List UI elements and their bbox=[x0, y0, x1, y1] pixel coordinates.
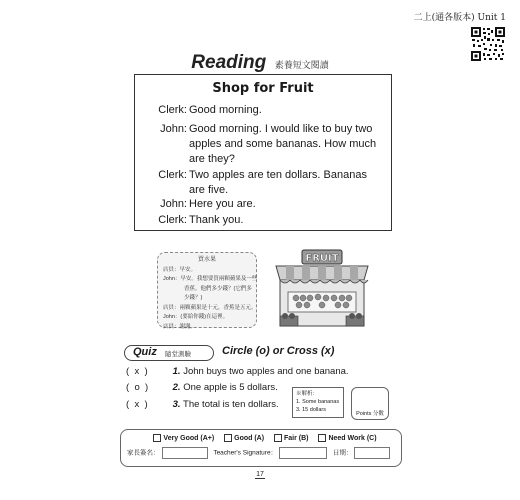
dialogue-text: Two apples are ten dollars. Bananas are five. bbox=[189, 169, 367, 196]
answer-mark: x bbox=[134, 399, 140, 410]
speaker: Clerk: bbox=[158, 214, 187, 226]
rating-checkbox[interactable] bbox=[274, 434, 282, 442]
quiz-label bbox=[124, 345, 214, 361]
speaker: John: bbox=[160, 123, 187, 135]
answer-mark: x bbox=[134, 366, 140, 377]
quiz-item bbox=[126, 399, 279, 410]
answer-slot[interactable]: ( o ) bbox=[126, 382, 149, 393]
date-label: 日期： bbox=[332, 449, 353, 457]
dialogue-text: Good morning. bbox=[189, 104, 262, 116]
rating-option: Need Work (C) bbox=[328, 434, 377, 442]
quiz-item bbox=[126, 382, 278, 393]
story-title: Shop for Fruit bbox=[212, 81, 314, 96]
quiz-item bbox=[126, 366, 349, 377]
rating-checkbox[interactable] bbox=[318, 434, 326, 442]
question-number: 2. bbox=[172, 382, 181, 393]
translation-line: John：(要給你錢)在這裡。 bbox=[163, 314, 229, 320]
teacher-signature-field[interactable] bbox=[279, 447, 327, 459]
quiz-word: Quiz bbox=[133, 346, 157, 358]
translation-line: John：早安。我想要買兩顆蘋果及一些 bbox=[163, 276, 258, 282]
teacher-signature-label: Teacher's Signature： bbox=[213, 449, 278, 457]
story-box bbox=[134, 74, 392, 231]
quiz-instruction: Circle (o) or Cross (x) bbox=[222, 345, 335, 357]
fruit-shop-illustration bbox=[272, 246, 372, 330]
question-text: One apple is 5 dollars. bbox=[183, 382, 278, 393]
rating-checkbox[interactable] bbox=[224, 434, 232, 442]
hint-title: ※解析： bbox=[296, 391, 319, 397]
answer-slot[interactable]: ( x ) bbox=[126, 366, 148, 377]
rating-option: Fair (B) bbox=[284, 434, 309, 442]
question-text: John buys two apples and one banana. bbox=[183, 366, 349, 377]
question-text: The total is ten dollars. bbox=[183, 399, 279, 410]
rating-options bbox=[121, 434, 401, 442]
answer-hint-box bbox=[292, 387, 344, 418]
parent-signature-field[interactable] bbox=[162, 447, 208, 459]
rating-checkbox[interactable] bbox=[153, 434, 161, 442]
translation-line: 香蕉。他們多少錢？(它們多 bbox=[184, 285, 252, 292]
unit-label: 二上(通各版本) Unit 1 bbox=[413, 13, 506, 23]
speaker: John: bbox=[160, 198, 187, 210]
rating-box bbox=[120, 429, 402, 467]
page-number-text: 17 bbox=[256, 471, 264, 478]
speaker: Clerk: bbox=[158, 169, 187, 181]
translation-line: 少錢？) bbox=[184, 295, 203, 301]
section-title bbox=[0, 52, 520, 74]
translation-line: 店員：兩顆蘋果是十元，香蕉是五元。 bbox=[163, 304, 257, 311]
hint-line: 3. 15 dollars bbox=[296, 407, 326, 413]
quiz-subtitle: 隨堂測驗 bbox=[165, 351, 191, 358]
dialogue-text: Good morning. I would like to buy two apples and some bananas. How much are they? bbox=[189, 123, 377, 165]
dialogue-text: Thank you. bbox=[189, 214, 244, 226]
translation-box bbox=[157, 252, 257, 328]
translation-line: 店員：謝謝。 bbox=[163, 323, 197, 330]
question-number: 3. bbox=[172, 399, 181, 410]
translation-title: 買水果 bbox=[197, 257, 216, 263]
question-number: 1. bbox=[172, 366, 181, 377]
hint-line: 1. Some bananas bbox=[296, 399, 340, 405]
rating-option: Very Good (A+) bbox=[163, 434, 215, 442]
answer-slot[interactable]: ( x ) bbox=[126, 399, 148, 410]
rating-option: Good (A) bbox=[234, 434, 265, 442]
title-subtitle: 素養短文閱讀 bbox=[274, 60, 329, 70]
page-number bbox=[0, 471, 520, 478]
translation-line: 店員：早安。 bbox=[163, 266, 197, 273]
speaker: Clerk: bbox=[158, 104, 187, 116]
points-label: Points 分數 bbox=[356, 411, 384, 417]
title-main: Reading bbox=[191, 52, 267, 73]
points-box[interactable] bbox=[351, 387, 389, 420]
date-field[interactable] bbox=[354, 447, 390, 459]
signature-row bbox=[127, 447, 397, 459]
parent-signature-label: 家長簽名： bbox=[127, 449, 160, 457]
dialogue-text: Here you are. bbox=[189, 198, 256, 210]
shop-sign-text: FRUIT bbox=[305, 253, 339, 264]
answer-mark: o bbox=[134, 382, 140, 393]
